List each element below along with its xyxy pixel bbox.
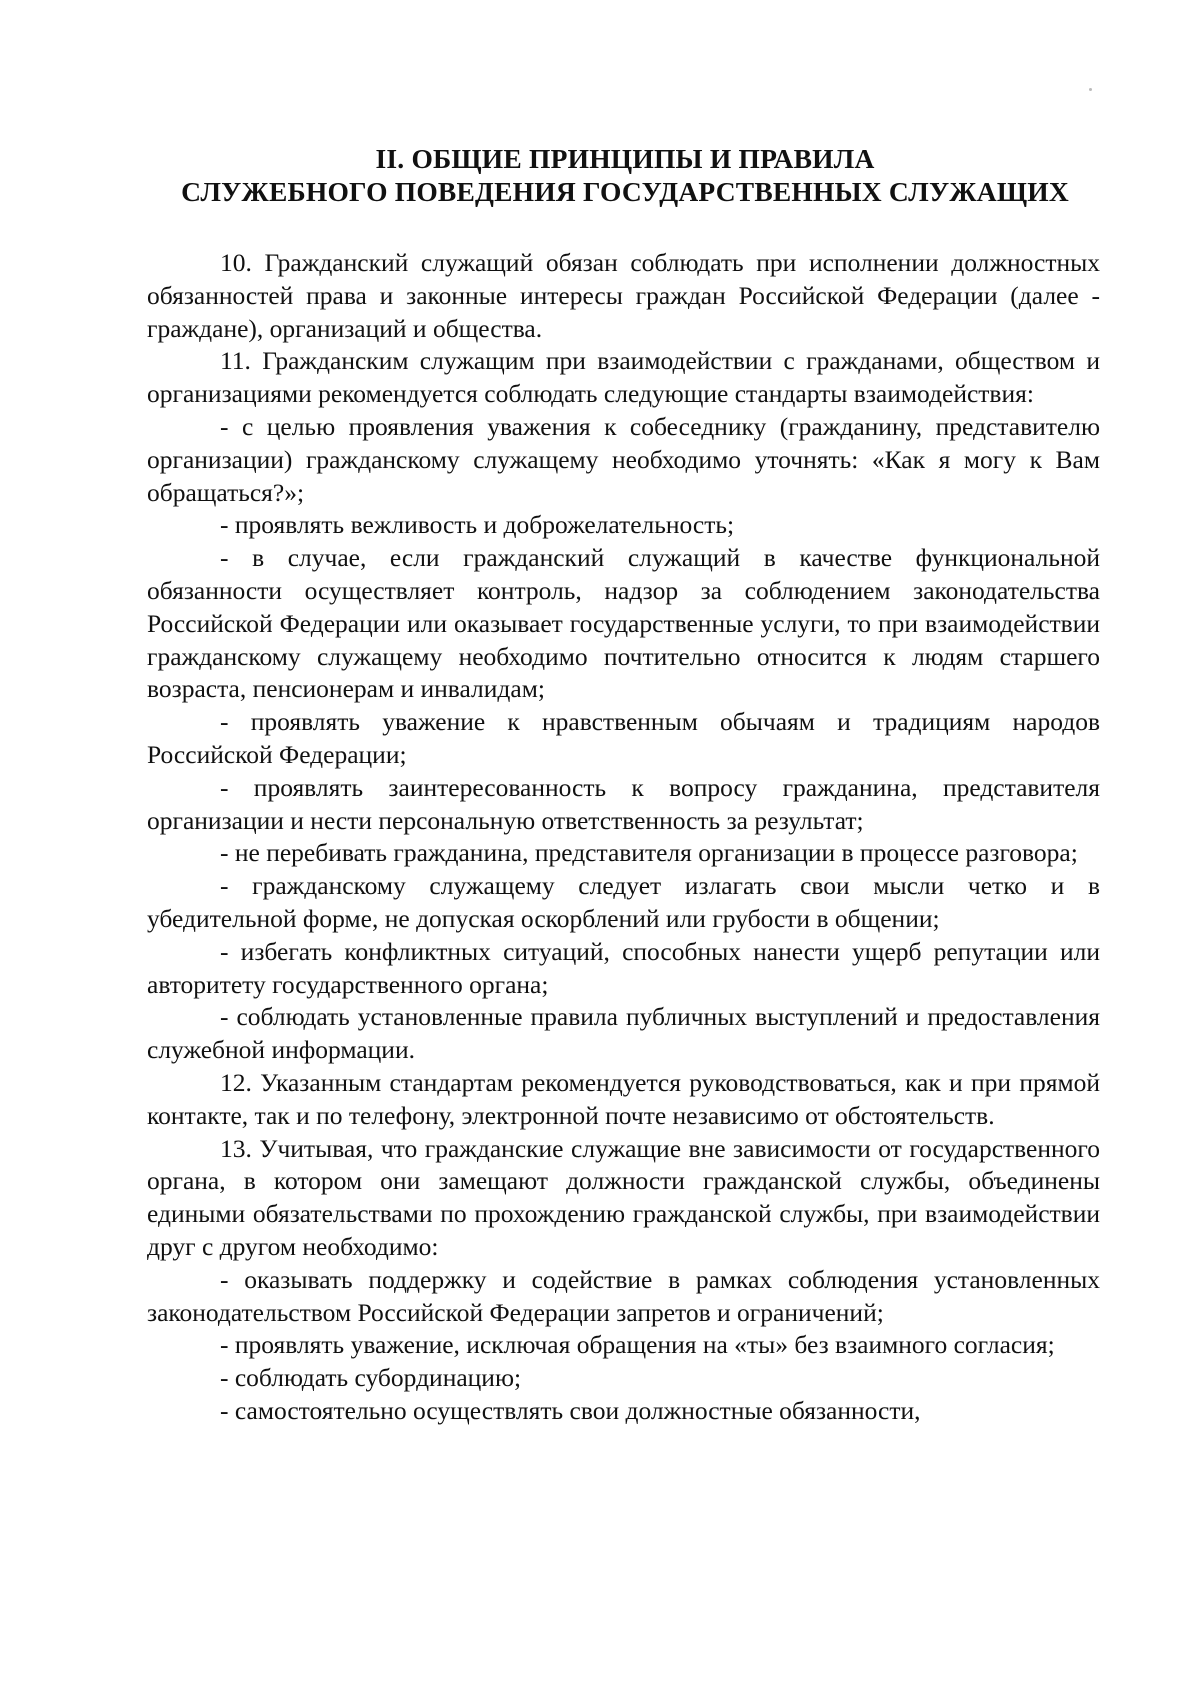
list-item: - с целью проявления уважения к собеседнику (гражданину, представителю организации) гражданскому служащему необходимо уточнять: «Как я могу к Вам обращаться?»; bbox=[147, 411, 1100, 507]
list-item: - самостоятельно осуществлять свои должностные обязанности, bbox=[220, 1395, 921, 1425]
section-heading bbox=[150, 142, 1100, 208]
list-item: - не перебивать гражданина, представителя организации в процессе разговора; bbox=[220, 838, 1078, 868]
heading-line-2: СЛУЖЕБНОГО ПОВЕДЕНИЯ ГОСУДАРСТВЕННЫХ СЛУЖАЩИХ bbox=[181, 176, 1069, 207]
document-body bbox=[147, 247, 1100, 1428]
paragraph-12: 12. Указанным стандартам рекомендуется руководствоваться, как и при прямой контакте, так и по телефону, электронной почте независимо от обстоятельств. bbox=[147, 1067, 1100, 1130]
heading-line-1: II. ОБЩИЕ ПРИНЦИПЫ И ПРАВИЛА bbox=[375, 143, 875, 174]
list-item: - избегать конфликтных ситуаций, способных нанести ущерб репутации или авторитету государственного органа; bbox=[147, 936, 1100, 999]
paragraph-11: 11. Гражданским служащим при взаимодействии с гражданами, обществом и организациями рекомендуется соблюдать следующие стандарты взаимодействия: bbox=[147, 346, 1100, 409]
list-item: - проявлять уважение, исключая обращения на «ты» без взаимного согласия; bbox=[220, 1330, 1055, 1360]
list-item: - гражданскому служащему следует излагать свои мысли четко и в убедительной форме, не допуская оскорблений или грубости в общении; bbox=[147, 871, 1100, 933]
paragraph-13: 13. Учитывая, что гражданские служащие вне зависимости от государственного органа, в котором они замещают должности гражданской службы, объединены едиными обязательствами по прохождению гражданской службы, при взаимодействии друг с другом необходимо: bbox=[147, 1133, 1100, 1261]
scan-speck bbox=[1089, 88, 1092, 91]
list-item: - проявлять вежливость и доброжелательность; bbox=[220, 510, 735, 540]
list-item: - оказывать поддержку и содействие в рамках соблюдения установленных законодательством Российской Федерации запретов и ограничений; bbox=[147, 1264, 1100, 1327]
list-item: - проявлять заинтересованность к вопросу гражданина, представителя организации и нести персональную ответственность за результат; bbox=[147, 772, 1100, 835]
list-item: - в случае, если гражданский служащий в качестве функциональной обязанности осуществляет контроль, надзор за соблюдением законодательства Российской Федерации или оказывает государственные услуги, то при взаимодействии гражданскому служащему необходимо почтительно относится к людям старшего возраста, пенсионерам и инвалидам; bbox=[147, 543, 1100, 704]
paragraph-10: 10. Гражданский служащий обязан соблюдать при исполнении должностных обязанностей права и законные интересы граждан Российской Федерации (далее - граждане), организаций и общества. bbox=[147, 248, 1100, 343]
list-item: - проявлять уважение к нравственным обычаям и традициям народов Российской Федерации; bbox=[147, 707, 1100, 769]
list-item: - соблюдать установленные правила публичных выступлений и предоставления служебной информации. bbox=[147, 1002, 1100, 1065]
list-item: - соблюдать субординацию; bbox=[220, 1363, 522, 1393]
